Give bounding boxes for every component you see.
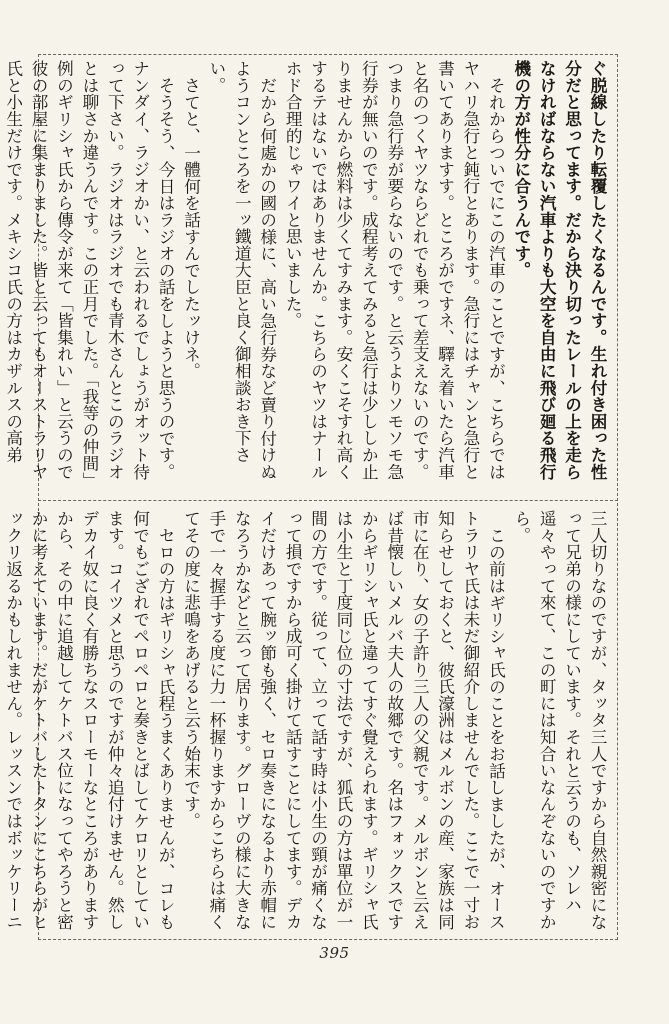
text-block-top <box>3 60 610 492</box>
paragraph: だから何處かの國の様に、高い急行券など賣り付けぬようコンところを一ッ鐵道大臣と良く御相談おき下さい。 <box>206 60 277 480</box>
paragraph: ぐ脱線したり転覆したくなるんです。生れ付き困った性分だと思ってます。だから決り切ったレールの上を走らなければならない汽車よりも大空を自由に飛び廻る飛行機の方が性分に合うんです。 <box>511 60 608 480</box>
paragraph: 三人切りなのですが、タッタ三人ですから自然親密になって兄弟の様にしています。それと云うのも、ソレハ遥々やって來て、この町には知合いなんぞないのですから。 <box>511 510 607 930</box>
paragraph: それからついでにこの汽車のことですが、こちらではヤハリ急行と鈍行とあります。急行にはチャンと急行と書いてありますす。ところがですネ、驛え着いたら汽車と名のつくヤツならどれでも乗って差支えないのです。つまり急行券が要らないのです。と云うよりソモソモ急行券が無いのです。成程考えてみると急行は少ししか止りませんから燃料は少くてすみます。安くこそすれ高くするテはないではありませんか。こちらのヤツはナールホド合理的じゃワイと思いました。 <box>283 60 506 480</box>
paragraph: セロの方はギリシャ氏程うまくありませんが、コレも何でもござれでペロペロと奏きとばしてケロリとしています。コイツメと思うのですが仲々追付けません。然しデカイ奴に良く有勝ちなスローモーなところがありますから、その中に追越してケトバス位になってやろうと密かに考えています。だがケトバしたトタンにこちらがヒックリ返るかもしれません。レッスンではボッケリーニ <box>3 510 176 930</box>
text-block-bottom <box>3 510 610 935</box>
page-number: 395 <box>319 944 350 962</box>
section-divider <box>38 500 618 501</box>
paragraph: さてと、一體何を話すんでしたッけネ。 <box>181 76 201 379</box>
paragraph: この前はギリシャ氏のことをお話しましたが、オーストラリヤ氏は未だ御紹介しませんでした。ここで一寸お知らせしておくと、彼氏濠洲はメルボンの産、家族は同市に在り、女の子許り三人の父親です。メルボンと云えば昔懐しいメルバ夫人の故郷です。名はフォックスですからギリシャ氏と違ってすぐ覺えられます。ギリシャ氏は小生と丁度同じ位の寸法ですが、狐氏の方は單位が一間の方です。従って、立って話す時は小生の頸が痛くなって損ですから成可く掛けて話すことにしてます。デカイだけあって腕ッ節も強く、セロ奏きになるより赤帽になろうかなどと云って居ります。グローヴの様に大きな手で一々握手する度に力一杯握りますからこちらは痛くてその度に悲鳴をあげると云う始末です。 <box>181 510 506 930</box>
paragraph: そうそう、今日はラジオの話をしようと思うのです。ナンダイ、ラジオかい、と云われるでしょうがオット待って下さい。ラジオはラジオでも青木さんとこのラジオとは聊さか違うんです。この正月でした。「我等の仲間」例のギリシャ氏から傳令が来て「皆集れい」と云うので彼の部屋に集まりました。皆と云ってもオーストラリヤ氏と小生だけです。メキシコ氏の方はカザルスの高弟 <box>3 60 176 489</box>
